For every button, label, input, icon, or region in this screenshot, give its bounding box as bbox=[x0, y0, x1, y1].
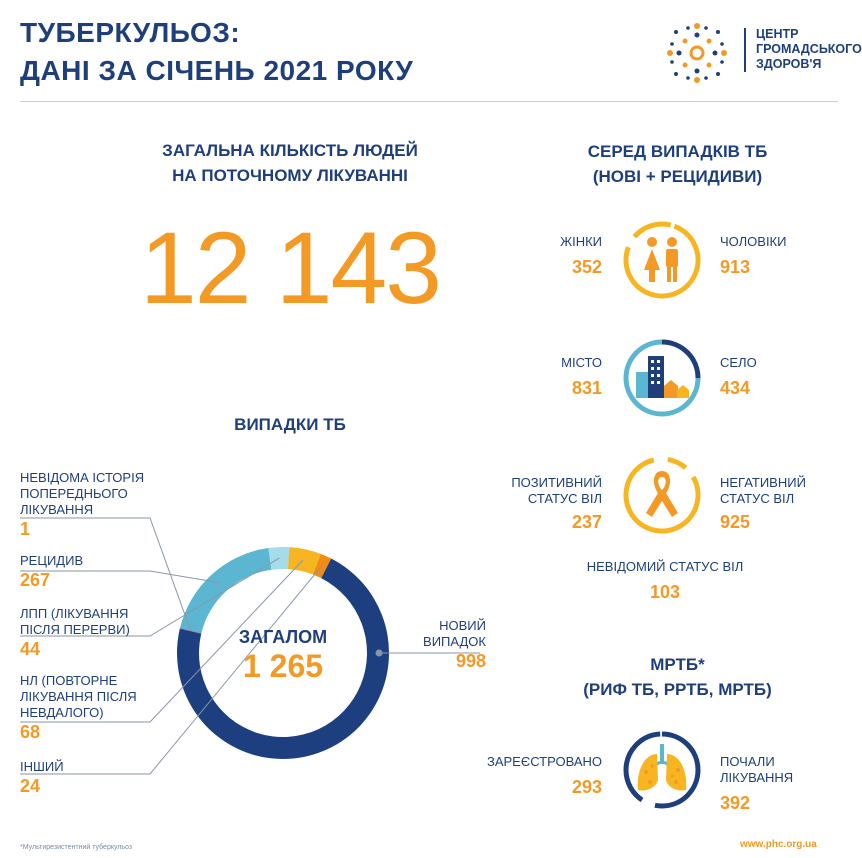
label-new-line-1: НОВИЙ bbox=[439, 618, 486, 633]
label-unknown-line-1: НЕВІДОМА ІСТОРІЯ bbox=[20, 470, 145, 485]
logo-text bbox=[756, 27, 862, 72]
logo-divider bbox=[744, 28, 746, 72]
mdr-started-value: 392 bbox=[720, 793, 751, 813]
center-value: 1 265 bbox=[242, 648, 324, 684]
hiv-unknown bbox=[560, 559, 770, 603]
cases-heading-line-1: СЕРЕД ВИПАДКІВ ТБ bbox=[587, 142, 768, 161]
center-label: ЗАГАЛОМ bbox=[238, 627, 328, 647]
value-unknown: 1 bbox=[20, 519, 31, 539]
mdr-started-label: ПОЧАЛИ ЛІКУВАННЯ bbox=[720, 754, 794, 785]
label-other-line-1: ІНШИЙ bbox=[20, 759, 64, 774]
city-icon bbox=[622, 338, 702, 418]
people-icon bbox=[622, 220, 702, 300]
gender-right bbox=[720, 234, 820, 278]
label-unknown-line-3: ЛІКУВАННЯ bbox=[20, 502, 94, 517]
title-line-1: ТУБЕРКУЛЬОЗ: bbox=[20, 17, 241, 48]
page-title bbox=[20, 14, 413, 90]
mdr-heading bbox=[530, 652, 825, 702]
hiv-negative-label-2: СТАТУС ВІЛ bbox=[720, 491, 795, 506]
label-other bbox=[20, 759, 180, 797]
gender-left bbox=[520, 234, 602, 278]
city-value: 831 bbox=[571, 378, 602, 398]
label-relapse bbox=[20, 553, 180, 591]
footnote: *Мультирезистентний туберкульоз bbox=[20, 844, 133, 851]
hiv-unknown-label: НЕВІДОМИЙ СТАТУС ВІЛ bbox=[586, 559, 744, 574]
chart-title: ВИПАДКИ ТБ bbox=[234, 415, 346, 434]
mdr-registered-label: ЗАРЕЄСТРОВАНО bbox=[486, 754, 602, 769]
treatment-heading bbox=[120, 138, 460, 188]
value-failure: 68 bbox=[20, 722, 41, 742]
hiv-positive-label-1: ПОЗИТИВНИЙ bbox=[511, 475, 602, 490]
mdr-left bbox=[470, 754, 602, 798]
lungs-icon bbox=[622, 730, 702, 810]
village-label: СЕЛО bbox=[720, 355, 757, 370]
value-new: 998 bbox=[455, 651, 486, 671]
treatment-total: 12 143 bbox=[140, 211, 440, 325]
hiv-negative-label-1: НЕГАТИВНИЙ bbox=[720, 475, 806, 490]
men-value: 913 bbox=[720, 257, 751, 277]
mdr-heading-line-2: (РИФ ТБ, РРТБ, МРТБ) bbox=[583, 680, 772, 699]
label-failure bbox=[20, 673, 180, 743]
title-line-2: ДАНІ ЗА СІЧЕНЬ 2021 РОКУ bbox=[20, 55, 414, 86]
label-unknown bbox=[20, 470, 180, 540]
label-new bbox=[380, 618, 486, 672]
label-relapse-line-1: РЕЦИДИВ bbox=[20, 553, 84, 568]
women-value: 352 bbox=[571, 257, 602, 277]
mdr-right bbox=[720, 754, 845, 814]
label-unknown-line-2: ПОПЕРЕДНЬОГО bbox=[20, 486, 128, 501]
label-ltfu-line-2: ПІСЛЯ ПЕРЕРВИ) bbox=[20, 622, 130, 637]
label-failure-line-1: НЛ (ПОВТОРНЕ bbox=[20, 673, 118, 688]
label-failure-line-2: ЛІКУВАННЯ ПІСЛЯ bbox=[20, 689, 137, 704]
label-failure-line-3: НЕВДАЛОГО) bbox=[20, 705, 104, 720]
logo-line-3: ЗДОРОВ'Я bbox=[756, 57, 822, 71]
value-other: 24 bbox=[20, 776, 41, 796]
label-ltfu bbox=[20, 606, 180, 660]
village-value: 434 bbox=[720, 378, 751, 398]
hiv-positive-value: 237 bbox=[571, 512, 602, 532]
website-link[interactable]: www.phc.org.ua bbox=[740, 839, 817, 850]
label-ltfu-line-1: ЛПП (ЛІКУВАННЯ bbox=[20, 606, 129, 621]
label-new-line-2: ВИПАДОК bbox=[423, 634, 486, 649]
cases-heading bbox=[530, 139, 825, 189]
ribbon-icon bbox=[622, 455, 702, 535]
hiv-right bbox=[720, 475, 830, 533]
city-label: МІСТО bbox=[561, 355, 602, 370]
mdr-heading-line-1: МРТБ* bbox=[650, 655, 705, 674]
hiv-negative-value: 925 bbox=[720, 512, 751, 532]
mdr-registered-value: 293 bbox=[571, 777, 602, 797]
hiv-positive-label-2: СТАТУС ВІЛ bbox=[527, 491, 602, 506]
treatment-heading-line-2: НА ПОТОЧНОМУ ЛІКУВАННІ bbox=[172, 166, 408, 185]
location-right bbox=[720, 355, 820, 399]
value-ltfu: 44 bbox=[20, 639, 41, 659]
cases-heading-line-2: (НОВІ + РЕЦИДИВИ) bbox=[592, 167, 763, 186]
men-label: ЧОЛОВІКИ bbox=[720, 234, 787, 249]
treatment-heading-line-1: ЗАГАЛЬНА КІЛЬКІСТЬ ЛЮДЕЙ bbox=[162, 141, 418, 160]
header-divider bbox=[20, 101, 838, 102]
logo-line-1: ЦЕНТР bbox=[756, 27, 799, 41]
hiv-unknown-value: 103 bbox=[649, 582, 681, 602]
hiv-left bbox=[495, 475, 602, 533]
value-relapse: 267 bbox=[20, 570, 51, 590]
logo-icon bbox=[664, 20, 730, 86]
logo-line-2: ГРОМАДСЬКОГО bbox=[756, 42, 862, 56]
location-left bbox=[520, 355, 602, 399]
women-label: ЖІНКИ bbox=[560, 234, 602, 249]
